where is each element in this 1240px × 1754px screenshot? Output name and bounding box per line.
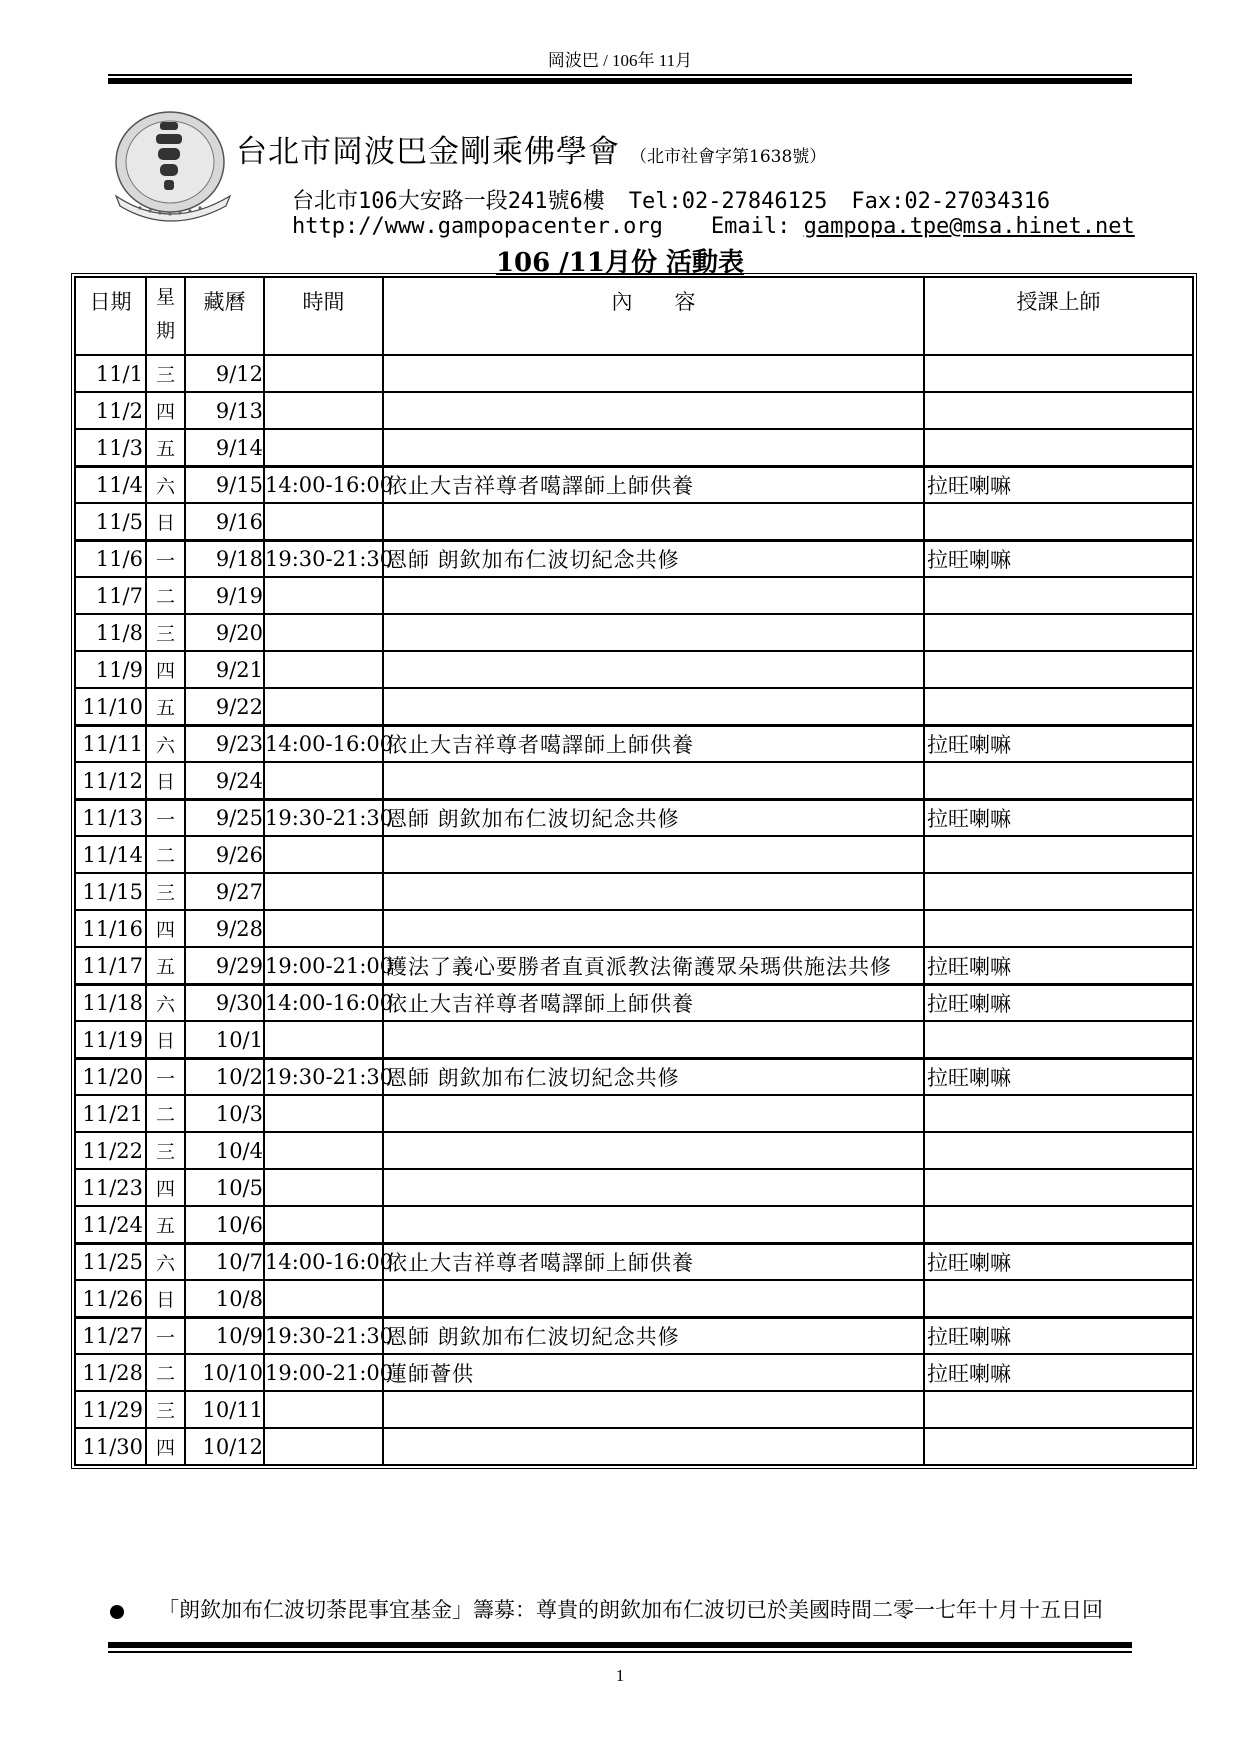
cell-tibetan-date: 9/15 [185, 466, 264, 503]
cell-date: 11/29 [75, 1391, 146, 1428]
cell-time [264, 1391, 383, 1428]
table-row [75, 1428, 1193, 1465]
column-header-date: 日期 [75, 277, 146, 355]
cell-tibetan-date: 9/25 [185, 799, 264, 836]
table-row [75, 577, 1193, 614]
cell-weekday: 二 [146, 836, 185, 873]
cell-tibetan-date: 9/14 [185, 429, 264, 466]
table-row [75, 762, 1193, 799]
cell-time: 19:30-21:30 [264, 540, 383, 577]
cell-teacher: 拉旺喇嘛 [924, 540, 1193, 577]
cell-time [264, 355, 383, 392]
footer-rule-thin [108, 1651, 1132, 1653]
address: 台北市106大安路一段241號6樓 [292, 189, 605, 214]
table-row [75, 1058, 1193, 1095]
table-row [75, 984, 1193, 1021]
cell-date: 11/25 [75, 1243, 146, 1280]
contact-line-address [292, 184, 1050, 215]
cell-date: 11/28 [75, 1354, 146, 1391]
cell-teacher: 拉旺喇嘛 [924, 1354, 1193, 1391]
cell-time: 19:30-21:30 [264, 1317, 383, 1354]
cell-content: 依止大吉祥尊者噶譯師上師供養 [383, 1243, 924, 1280]
page-number: 1 [615, 1666, 625, 1685]
cell-teacher: 拉旺喇嘛 [924, 1243, 1193, 1280]
cell-weekday: 三 [146, 873, 185, 910]
cell-tibetan-date: 10/6 [185, 1206, 264, 1243]
cell-teacher [924, 651, 1193, 688]
cell-teacher [924, 873, 1193, 910]
cell-content [383, 577, 924, 614]
cell-date: 11/20 [75, 1058, 146, 1095]
cell-weekday: 三 [146, 355, 185, 392]
cell-content [383, 1095, 924, 1132]
table-row [75, 947, 1193, 984]
cell-teacher [924, 614, 1193, 651]
cell-tibetan-date: 9/16 [185, 503, 264, 540]
cell-content [383, 651, 924, 688]
cell-tibetan-date: 10/10 [185, 1354, 264, 1391]
cell-tibetan-date: 10/7 [185, 1243, 264, 1280]
cell-date: 11/27 [75, 1317, 146, 1354]
cell-teacher: 拉旺喇嘛 [924, 1317, 1193, 1354]
footer-rule-thick [108, 1642, 1132, 1648]
cell-weekday: 四 [146, 910, 185, 947]
cell-weekday: 日 [146, 1280, 185, 1317]
cell-content: 蓮師薈供 [383, 1354, 924, 1391]
cell-time: 19:00-21:00 [264, 947, 383, 984]
cell-weekday: 六 [146, 984, 185, 1021]
cell-time: 19:00-21:00 [264, 1354, 383, 1391]
running-header: 岡波巴 / 106年 11月 [547, 51, 693, 70]
cell-content [383, 429, 924, 466]
cell-time [264, 392, 383, 429]
cell-content [383, 1169, 924, 1206]
cell-tibetan-date: 9/24 [185, 762, 264, 799]
cell-weekday: 一 [146, 1058, 185, 1095]
column-header-time: 時間 [264, 277, 383, 355]
organization-name [236, 126, 826, 171]
cell-tibetan-date: 10/1 [185, 1021, 264, 1058]
cell-date: 11/23 [75, 1169, 146, 1206]
cell-weekday: 二 [146, 577, 185, 614]
cell-teacher: 拉旺喇嘛 [924, 1058, 1193, 1095]
cell-date: 11/19 [75, 1021, 146, 1058]
table-row [75, 1354, 1193, 1391]
cell-time [264, 1021, 383, 1058]
column-header-tibetan-calendar: 藏曆 [185, 277, 264, 355]
cell-date: 11/13 [75, 799, 146, 836]
cell-teacher [924, 836, 1193, 873]
cell-tibetan-date: 9/12 [185, 355, 264, 392]
cell-time [264, 614, 383, 651]
table-row [75, 392, 1193, 429]
cell-weekday: 四 [146, 1169, 185, 1206]
cell-date: 11/16 [75, 910, 146, 947]
cell-teacher [924, 1206, 1193, 1243]
header-rule-thin [108, 74, 1132, 76]
cell-weekday: 五 [146, 947, 185, 984]
cell-date: 11/10 [75, 688, 146, 725]
cell-tibetan-date: 10/11 [185, 1391, 264, 1428]
cell-date: 11/22 [75, 1132, 146, 1169]
table-header-row [75, 277, 1193, 355]
cell-tibetan-date: 9/20 [185, 614, 264, 651]
cell-content [383, 503, 924, 540]
notice-text: 「朗欽加布仁波切荼毘事宜基金」籌募：尊貴的朗欽加布仁波切已於美國時間二零一七年十月十五日回 [158, 1598, 1103, 1622]
cell-teacher [924, 1391, 1193, 1428]
cell-tibetan-date: 9/29 [185, 947, 264, 984]
cell-tibetan-date: 9/22 [185, 688, 264, 725]
cell-weekday: 日 [146, 503, 185, 540]
cell-tibetan-date: 10/12 [185, 1428, 264, 1465]
cell-time [264, 1280, 383, 1317]
table-row [75, 836, 1193, 873]
cell-content [383, 1280, 924, 1317]
table-row [75, 503, 1193, 540]
column-header-teacher: 授課上師 [924, 277, 1193, 355]
cell-content [383, 614, 924, 651]
cell-tibetan-date: 9/18 [185, 540, 264, 577]
cell-teacher [924, 1021, 1193, 1058]
cell-date: 11/18 [75, 984, 146, 1021]
cell-date: 11/1 [75, 355, 146, 392]
cell-time: 14:00-16:00 [264, 984, 383, 1021]
cell-tibetan-date: 10/8 [185, 1280, 264, 1317]
table-row [75, 1132, 1193, 1169]
column-header-weekday: 星期 [146, 277, 185, 355]
table-row [75, 799, 1193, 836]
cell-date: 11/4 [75, 466, 146, 503]
cell-time [264, 651, 383, 688]
cell-time [264, 1169, 383, 1206]
cell-content: 依止大吉祥尊者噶譯師上師供養 [383, 466, 924, 503]
cell-date: 11/26 [75, 1280, 146, 1317]
cell-date: 11/3 [75, 429, 146, 466]
cell-content [383, 688, 924, 725]
organization-logo [110, 104, 246, 224]
cell-tibetan-date: 10/3 [185, 1095, 264, 1132]
cell-date: 11/8 [75, 614, 146, 651]
contact-line-web [292, 214, 1135, 239]
email-link[interactable]: gampopa.tpe@msa.hinet.net [803, 214, 1135, 239]
cell-date: 11/21 [75, 1095, 146, 1132]
cell-time [264, 577, 383, 614]
column-header-content: 內 容 [383, 277, 924, 355]
table-row [75, 1021, 1193, 1058]
bullet-icon [110, 1605, 124, 1619]
cell-content: 恩師 朗欽加布仁波切紀念共修 [383, 1317, 924, 1354]
cell-time [264, 836, 383, 873]
cell-date: 11/12 [75, 762, 146, 799]
cell-tibetan-date: 9/26 [185, 836, 264, 873]
cell-weekday: 二 [146, 1095, 185, 1132]
table-row [75, 1169, 1193, 1206]
cell-content [383, 355, 924, 392]
table-row [75, 688, 1193, 725]
table-row [75, 1243, 1193, 1280]
cell-time: 19:30-21:30 [264, 1058, 383, 1095]
cell-tibetan-date: 9/19 [185, 577, 264, 614]
cell-weekday: 一 [146, 1317, 185, 1354]
table-row [75, 1206, 1193, 1243]
cell-weekday: 五 [146, 429, 185, 466]
cell-content [383, 392, 924, 429]
table-row [75, 355, 1193, 392]
cell-tibetan-date: 10/2 [185, 1058, 264, 1095]
schedule-table [74, 276, 1194, 1466]
cell-time: 14:00-16:00 [264, 1243, 383, 1280]
cell-teacher [924, 1428, 1193, 1465]
cell-tibetan-date: 10/9 [185, 1317, 264, 1354]
cell-content [383, 1132, 924, 1169]
schedule-title: 106 /11月份 活動表 [495, 248, 745, 278]
fax: Fax:02-27034316 [851, 189, 1051, 214]
cell-content [383, 1428, 924, 1465]
table-row [75, 466, 1193, 503]
cell-content [383, 1206, 924, 1243]
fundraising-notice [110, 1594, 1103, 1624]
cell-teacher [924, 503, 1193, 540]
cell-date: 11/2 [75, 392, 146, 429]
cell-tibetan-date: 10/4 [185, 1132, 264, 1169]
website-link[interactable]: http://www.gampopacenter.org [292, 214, 663, 239]
cell-weekday: 四 [146, 1428, 185, 1465]
cell-teacher [924, 429, 1193, 466]
cell-teacher [924, 1095, 1193, 1132]
registration-number: （北市社會字第1638號） [630, 147, 827, 167]
telephone: Tel:02-27846125 [628, 189, 828, 214]
cell-time [264, 1206, 383, 1243]
cell-content [383, 1391, 924, 1428]
cell-teacher: 拉旺喇嘛 [924, 725, 1193, 762]
cell-teacher [924, 762, 1193, 799]
cell-date: 11/7 [75, 577, 146, 614]
cell-content: 恩師 朗欽加布仁波切紀念共修 [383, 1058, 924, 1095]
email-label: Email: [710, 214, 791, 239]
cell-content: 恩師 朗欽加布仁波切紀念共修 [383, 540, 924, 577]
cell-teacher [924, 392, 1193, 429]
cell-time [264, 910, 383, 947]
cell-date: 11/9 [75, 651, 146, 688]
table-row [75, 725, 1193, 762]
cell-teacher: 拉旺喇嘛 [924, 984, 1193, 1021]
cell-weekday: 一 [146, 799, 185, 836]
cell-tibetan-date: 9/30 [185, 984, 264, 1021]
cell-date: 11/11 [75, 725, 146, 762]
cell-content: 恩師 朗欽加布仁波切紀念共修 [383, 799, 924, 836]
cell-time [264, 1095, 383, 1132]
table-row [75, 429, 1193, 466]
cell-teacher: 拉旺喇嘛 [924, 947, 1193, 984]
cell-weekday: 日 [146, 762, 185, 799]
header-rule-thick [108, 78, 1132, 84]
cell-teacher: 拉旺喇嘛 [924, 466, 1193, 503]
cell-time [264, 1132, 383, 1169]
cell-weekday: 四 [146, 392, 185, 429]
cell-tibetan-date: 9/27 [185, 873, 264, 910]
cell-teacher [924, 577, 1193, 614]
cell-tibetan-date: 9/13 [185, 392, 264, 429]
cell-weekday: 三 [146, 1132, 185, 1169]
table-row [75, 910, 1193, 947]
cell-content [383, 1021, 924, 1058]
cell-date: 11/6 [75, 540, 146, 577]
cell-weekday: 日 [146, 1021, 185, 1058]
cell-time [264, 503, 383, 540]
cell-tibetan-date: 10/5 [185, 1169, 264, 1206]
cell-tibetan-date: 9/28 [185, 910, 264, 947]
cell-content [383, 836, 924, 873]
cell-weekday: 一 [146, 540, 185, 577]
table-row [75, 873, 1193, 910]
cell-content: 依止大吉祥尊者噶譯師上師供養 [383, 984, 924, 1021]
cell-tibetan-date: 9/21 [185, 651, 264, 688]
cell-teacher [924, 355, 1193, 392]
cell-date: 11/17 [75, 947, 146, 984]
cell-weekday: 六 [146, 725, 185, 762]
table-row [75, 1280, 1193, 1317]
cell-weekday: 五 [146, 688, 185, 725]
cell-time [264, 688, 383, 725]
table-row [75, 651, 1193, 688]
cell-time [264, 1428, 383, 1465]
cell-content: 護法了義心要勝者直貢派教法衛護眾朵瑪供施法共修 [383, 947, 924, 984]
cell-teacher [924, 1280, 1193, 1317]
table-row [75, 1095, 1193, 1132]
cell-content [383, 762, 924, 799]
cell-weekday: 六 [146, 1243, 185, 1280]
cell-teacher [924, 1132, 1193, 1169]
organization-title: 台北市岡波巴金剛乘佛學會 [236, 134, 620, 170]
cell-date: 11/14 [75, 836, 146, 873]
cell-time: 14:00-16:00 [264, 466, 383, 503]
cell-teacher: 拉旺喇嘛 [924, 799, 1193, 836]
cell-teacher [924, 910, 1193, 947]
table-row [75, 1391, 1193, 1428]
cell-time [264, 429, 383, 466]
cell-time [264, 873, 383, 910]
cell-weekday: 六 [146, 466, 185, 503]
cell-time: 19:30-21:30 [264, 799, 383, 836]
table-row [75, 614, 1193, 651]
cell-content: 依止大吉祥尊者噶譯師上師供養 [383, 725, 924, 762]
cell-date: 11/30 [75, 1428, 146, 1465]
cell-weekday: 三 [146, 614, 185, 651]
cell-content [383, 873, 924, 910]
cell-weekday: 三 [146, 1391, 185, 1428]
cell-time: 14:00-16:00 [264, 725, 383, 762]
cell-time [264, 762, 383, 799]
cell-content [383, 910, 924, 947]
cell-date: 11/5 [75, 503, 146, 540]
cell-weekday: 二 [146, 1354, 185, 1391]
table-row [75, 1317, 1193, 1354]
cell-date: 11/24 [75, 1206, 146, 1243]
cell-teacher [924, 1169, 1193, 1206]
cell-teacher [924, 688, 1193, 725]
cell-weekday: 四 [146, 651, 185, 688]
cell-weekday: 五 [146, 1206, 185, 1243]
cell-tibetan-date: 9/23 [185, 725, 264, 762]
table-row [75, 540, 1193, 577]
cell-date: 11/15 [75, 873, 146, 910]
